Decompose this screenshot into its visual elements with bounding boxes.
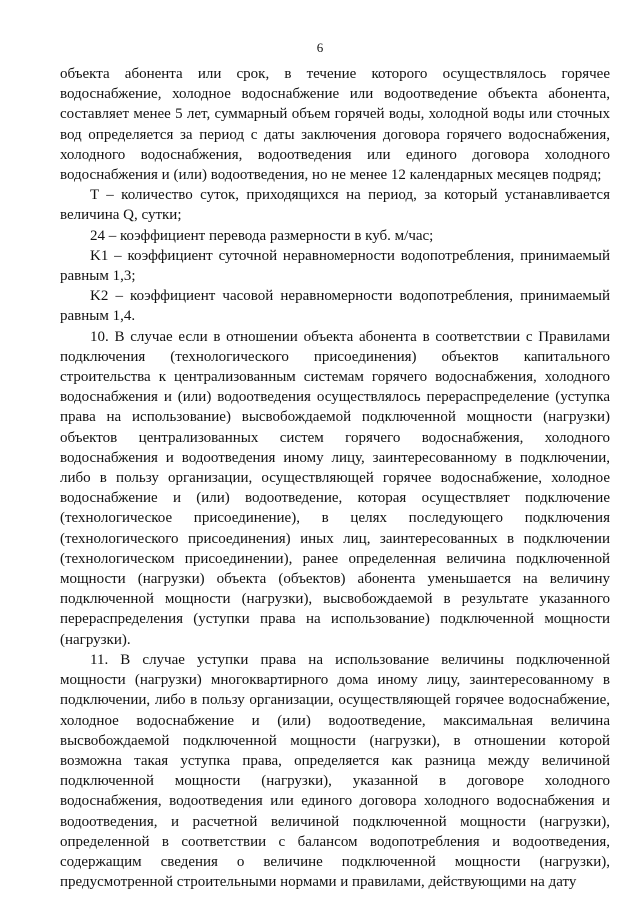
paragraph-clause-11: 11. В случае уступки права на использование величины подключенной мощности (нагрузки) многоквартирного дома иному лицу, заинтересованному в подключении, либо в пользу организации, осуществляющей горячее водоснабжение, холодное водоснабжение и (или) водоотведение, максимальная величина высвобождаемой подключенной мощности (нагрузки), в отношении которой возможна такая уступка права, определяется как разница между величиной подключенной мощности (нагрузки), указанной в договоре холодного водоснабжения, водоотведения или единого договора холодного водоснабжения и водоотведения, и расчетной величиной подключенной мощности (нагрузки), определенной в соответствии с балансом водопотребления и водоотведения, содержащим сведения о величине подключенной мощности (нагрузки), предусмотренной строительными нормами и правилами, действующими на дату <box>60 651 610 891</box>
paragraph-definition-k2: K2 – коэффициент часовой неравномерности водопотребления, принимаемый равным 1,4. <box>60 288 610 325</box>
paragraph-continuation: объекта абонента или срок, в течение которого осуществлялось горячее водоснабжение, холодное водоснабжение или водоотведение объекта абонента, составляет менее 5 лет, суммарный объем горячей воды, холодной воды или сточных вод определяется за период с даты заключения договора горячего водоснабжения, холодного водоснабжения, водоотведения или единого договора холодного водоснабжения и (или) водоотведения, но не менее 12 календарных месяцев подряд; <box>60 66 610 184</box>
document-body <box>60 64 610 892</box>
page-number: 6 <box>316 40 324 55</box>
paragraph-clause-10: 10. В случае если в отношении объекта абонента в соответствии с Правилами подключения (технологического присоединения) объектов капитального строительства к централизованным системам горячего водоснабжения, холодного водоснабжения и (или) водоотведения осуществлялось перераспределение (уступка права на использование) высвобождаемой подключенной мощности (нагрузки) объектов централизованных систем горячего водоснабжения, холодного водоснабжения и водоотведения иному лицу, заинтересованному в подключении, либо в пользу организации, осуществляющей горячее водоснабжение, холодное водоснабжение и (или) водоотведение, которая осуществляет подключение (технологическое присоединение), в целях последующего подключения (технологического присоединения) иных лиц, заинтересованных в подключении (технологическом присоединении), ранее определенная величина подключенной мощности (нагрузки) объекта (объектов) абонента уменьшается на величину подключенной мощности (нагрузки), высвобождаемой в результате указанного перераспределения (уступки права на использование) подключенной мощности (нагрузки). <box>60 328 610 648</box>
paragraph-definition-t: T – количество суток, приходящихся на период, за который устанавливается величина Q, сутки; <box>60 187 610 224</box>
paragraph-definition-k1: K1 – коэффициент суточной неравномерности водопотребления, принимаемый равным 1,3; <box>60 247 610 285</box>
paragraph-definition-24: 24 – коэффициент перевода размерности в куб. м/час; <box>90 227 434 244</box>
